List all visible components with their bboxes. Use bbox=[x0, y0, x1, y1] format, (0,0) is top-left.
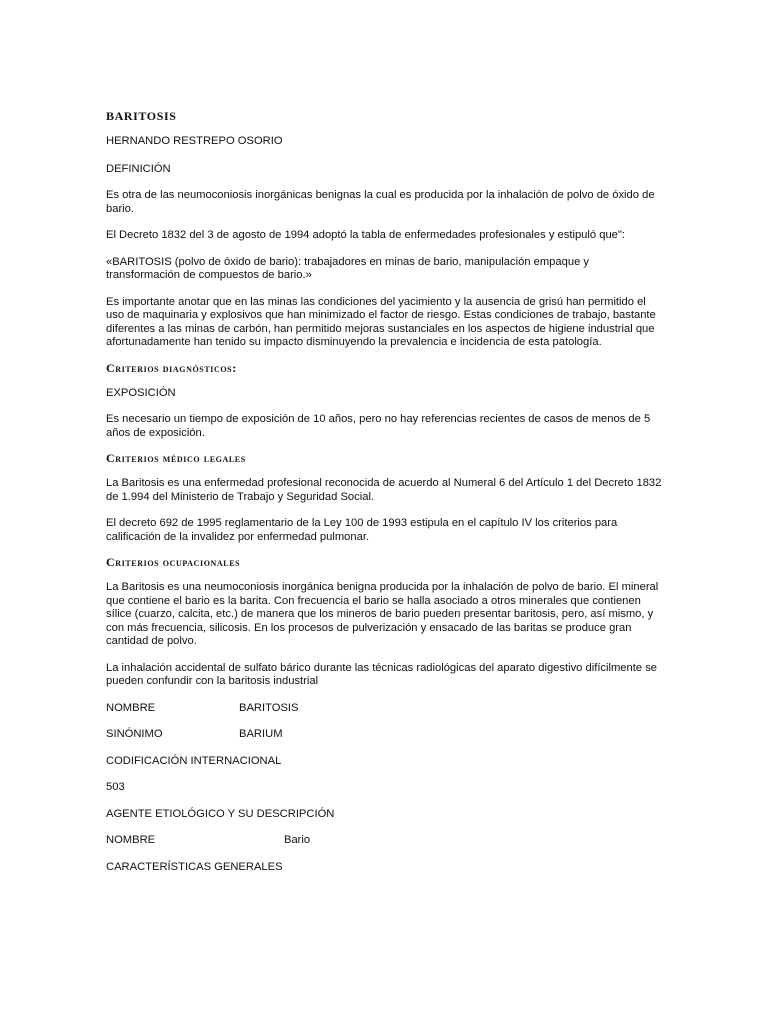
sinonimo-value: BARIUM bbox=[239, 728, 283, 740]
definition-paragraph: Es otra de las neumoconiosis inorgánicas benignas la cual es producida por la inhalación de polvo de óxido de bario. bbox=[106, 189, 655, 215]
nombre-agente-label: NOMBRE bbox=[106, 834, 156, 846]
author: HERNANDO RESTREPO OSORIO bbox=[106, 135, 283, 147]
exposicion-label: EXPOSICIÓN bbox=[106, 386, 176, 399]
exposure-paragraph: Es necesario un tiempo de exposición de 10 años, pero no hay referencias recientes de casos de menos de 5 años de exposición. bbox=[106, 413, 651, 439]
nombre-agente-row bbox=[106, 834, 662, 848]
agente-label: AGENTE ETIOLÓGICO Y SU DESCRIPCIÓN bbox=[106, 807, 335, 820]
mining-conditions-paragraph: Es importante anotar que en las minas las condiciones del yacimiento y la ausencia de grisú han permitido el uso de maquinaria y explosivos que han minimizado el factor de riesgo. Estas condiciones de trabajo, bastante diferentes a las minas de carbón, han permitido mejoras sustanciales en los aspectos de higiene industrial que afortunadamente han tenido su impacto disminuyendo la prevalencia e incidencia de esta patología. bbox=[106, 295, 656, 348]
document-title: BARITOSIS bbox=[106, 109, 177, 123]
occupational-paragraph-1: La Baritosis es una neumoconiosis inorgánica benigna producida por la inhalación de polvo de bario. El mineral que contiene el bario es la barita. Con frecuencia el bario se halla asociado a otros minerales que contienen sílice (cuarzo, calcita, etc.) de manera que los mineros de bario pueden presentar baritosis, pero, así mismo, y con más frecuencia, silicosis. En los procesos de pulverización y ensacado de las baritas se produce gran cantidad de polvo. bbox=[106, 581, 659, 647]
section-heading-ocupacionales: Criterios ocupacionales bbox=[106, 555, 241, 569]
definicion-heading: DEFINICIÓN bbox=[106, 162, 171, 175]
section-heading-medico-legales: Criterios médico legales bbox=[106, 451, 246, 465]
sinonimo-row bbox=[106, 728, 662, 742]
decree-quote: «BARITOSIS (polvo de óxido de bario): trabajadores en minas de bario, manipulación empaque y transformación de compuestos de bario.» bbox=[106, 255, 589, 281]
decree-paragraph: El Decreto 1832 del 3 de agosto de 1994 adoptó la tabla de enfermedades profesionales y estipuló que": bbox=[106, 229, 625, 241]
occupational-paragraph-2: La inhalación accidental de sulfato bárico durante las técnicas radiológicas del aparato digestivo difícilmente se pueden confundir con la baritosis industrial bbox=[106, 661, 658, 687]
nombre-row bbox=[106, 702, 662, 716]
codificacion-label: CODIFICACIÓN INTERNACIONAL bbox=[106, 754, 282, 767]
caracteristicas-label: CARACTERÍSTICAS GENERALES bbox=[106, 860, 283, 873]
nombre-value: BARITOSIS bbox=[239, 701, 299, 714]
legal-paragraph-1: La Baritosis es una enfermedad profesional reconocida de acuerdo al Numeral 6 del Artículo 1 del Decreto 1832 de 1.994 del Ministerio de Trabajo y Seguridad Social. bbox=[106, 477, 662, 503]
legal-paragraph-2: El decreto 692 de 1995 reglamentario de la Ley 100 de 1993 estipula en el capítulo IV los criterios para calificación de la invalidez por enfermedad pulmonar. bbox=[106, 517, 618, 543]
nombre-agente-value: Bario bbox=[284, 834, 311, 846]
document-body bbox=[106, 105, 662, 874]
section-heading-diagnosticos: Criterios diagnósticos: bbox=[106, 360, 237, 375]
codigo-value: 503 bbox=[106, 781, 125, 793]
sinonimo-label: SINÓNIMO bbox=[106, 728, 163, 740]
nombre-label: NOMBRE bbox=[106, 701, 156, 714]
